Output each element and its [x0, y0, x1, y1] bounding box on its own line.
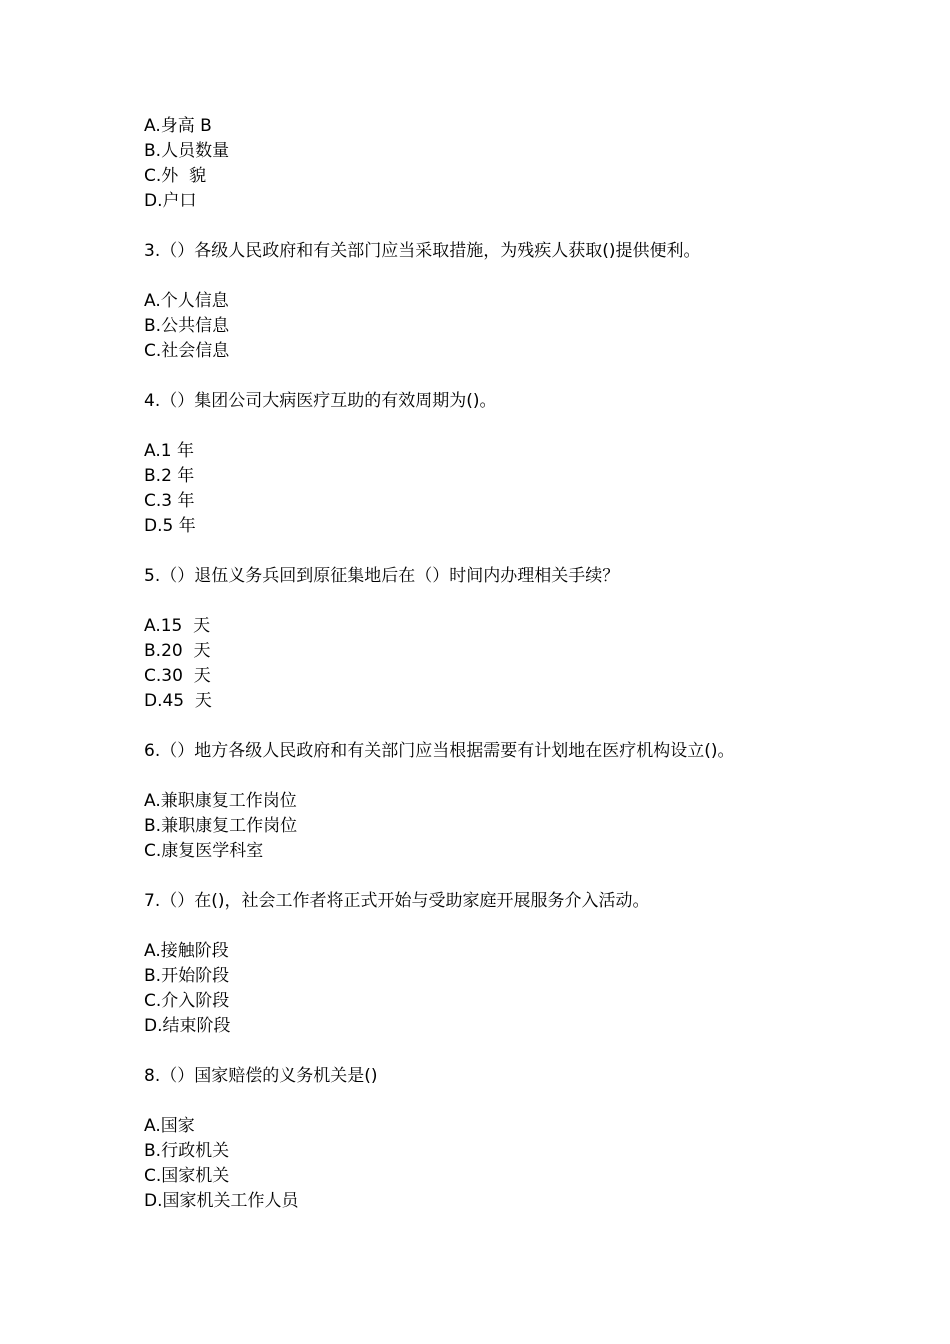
question-text: 8.（）国家赔偿的义务机关是() — [144, 1066, 378, 1086]
option-c: C.康复医学科室 — [144, 841, 264, 861]
option-d: D.5 年 — [144, 516, 196, 536]
option-a: A.身高 B — [144, 116, 212, 136]
question-7 — [144, 889, 864, 1039]
option-b: B.20 天 — [144, 641, 211, 661]
option-a: A.接触阶段 — [144, 941, 229, 961]
option-d: D.结束阶段 — [144, 1016, 231, 1036]
question-4 — [144, 389, 864, 539]
question-text: 6.（）地方各级人民政府和有关部门应当根据需要有计划地在医疗机构设立()。 — [144, 741, 735, 761]
option-c: C.介入阶段 — [144, 991, 230, 1011]
option-d: D.45 天 — [144, 691, 212, 711]
question-text: 7.（）在()，社会工作者将正式开始与受助家庭开展服务介入活动。 — [144, 891, 650, 911]
question-text: 4.（）集团公司大病医疗互助的有效周期为()。 — [144, 391, 497, 411]
option-b: B.人员数量 — [144, 141, 230, 161]
option-c: C.外 貌 — [144, 166, 207, 186]
option-a: A.1 年 — [144, 441, 194, 461]
option-a: A.15 天 — [144, 616, 211, 636]
leading-options — [144, 114, 864, 214]
option-a: A.个人信息 — [144, 291, 229, 311]
question-6 — [144, 739, 864, 864]
option-a: A.国家 — [144, 1116, 195, 1136]
question-5 — [144, 564, 864, 714]
option-b: B.公共信息 — [144, 316, 230, 336]
option-c: C.30 天 — [144, 666, 211, 686]
question-text: 5.（）退伍义务兵回到原征集地后在（）时间内办理相关手续？ — [144, 566, 620, 586]
option-d: D.户口 — [144, 191, 197, 211]
question-text: 3.（）各级人民政府和有关部门应当采取措施，为残疾人获取()提供便利。 — [144, 241, 701, 261]
option-c: C.3 年 — [144, 491, 195, 511]
option-b: B.开始阶段 — [144, 966, 230, 986]
option-b: B.兼职康复工作岗位 — [144, 816, 298, 836]
question-8 — [144, 1064, 864, 1214]
option-a: A.兼职康复工作岗位 — [144, 791, 297, 811]
option-c: C.国家机关 — [144, 1166, 230, 1186]
option-c: C.社会信息 — [144, 341, 230, 361]
question-3 — [144, 239, 864, 364]
option-d: D.国家机关工作人员 — [144, 1191, 299, 1211]
option-b: B.2 年 — [144, 466, 195, 486]
option-b: B.行政机关 — [144, 1141, 230, 1161]
document-page — [144, 114, 864, 1214]
